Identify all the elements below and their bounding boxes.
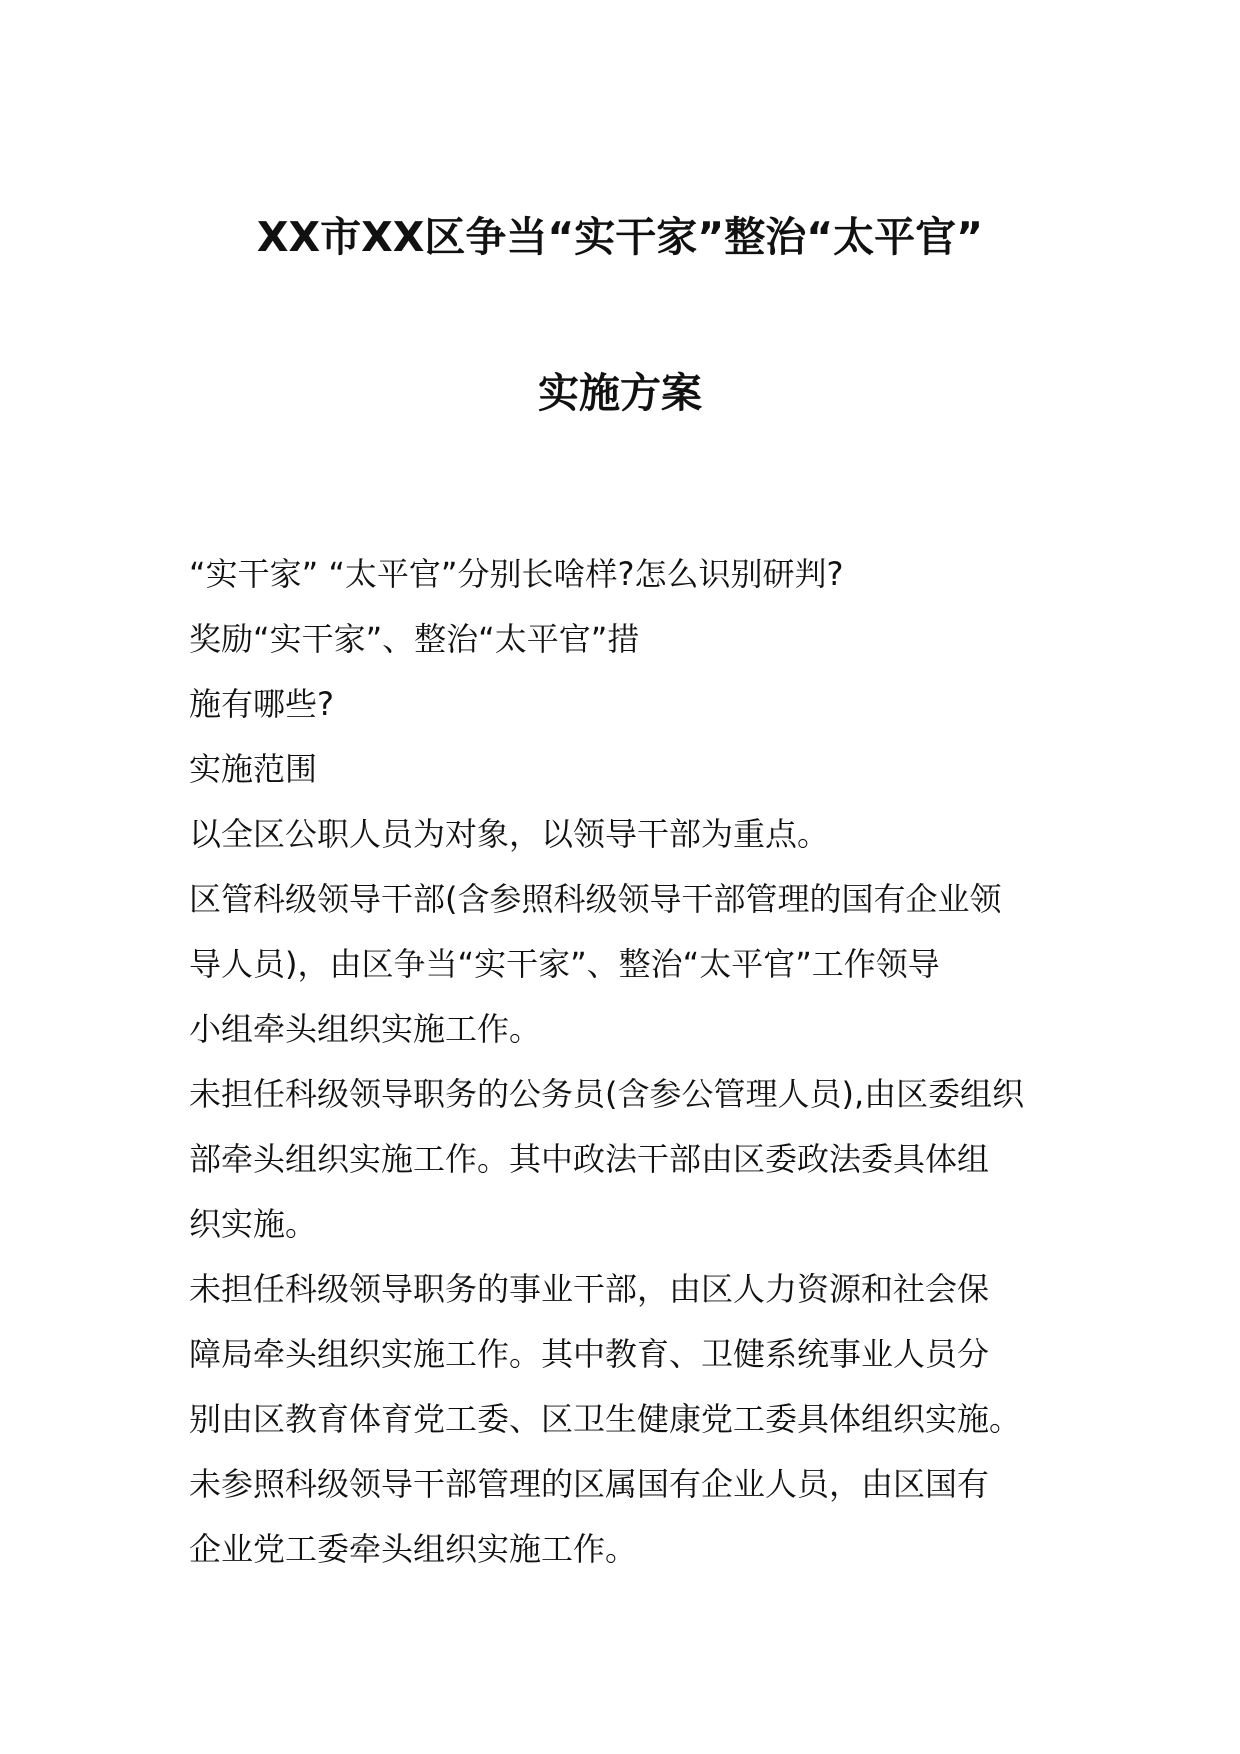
document-title-line-1: XX市XX区争当“实干家”整治“太平官” [256, 213, 984, 261]
body-line: 未参照科级领导干部管理的区属国有企业人员，由区国有 [189, 1465, 990, 1503]
body-line: 导人员)，由区争当“实干家”、整治“太平官”工作领导 [189, 945, 940, 983]
body-line: 未担任科级领导职务的事业干部，由区人力资源和社会保 [189, 1270, 990, 1308]
body-line: 施有哪些? [189, 685, 334, 723]
body-line: 别由区教育体育党工委、区卫生健康党工委具体组织实施。 [189, 1400, 1022, 1438]
body-line: 企业党工委牵头组织实施工作。 [189, 1530, 638, 1568]
document-title-line-2: 实施方案 [538, 369, 702, 417]
body-line: 部牵头组织实施工作。其中政法干部由区委政法委具体组 [189, 1140, 990, 1178]
body-line: 小组牵头组织实施工作。 [189, 1010, 542, 1048]
body-line: 以全区公职人员为对象，以领导干部为重点。 [189, 815, 830, 853]
body-line: 织实施。 [189, 1205, 318, 1243]
section-heading: 实施范围 [189, 750, 318, 788]
body-line: 奖励“实干家”、整治“太平官”措 [189, 620, 640, 658]
body-line: 障局牵头组织实施工作。其中教育、卫健系统事业人员分 [189, 1335, 990, 1373]
body-line: 区管科级领导干部(含参照科级领导干部管理的国有企业领 [189, 880, 1002, 918]
body-line: 未担任科级领导职务的公务员(含参公管理人员),由区委组织 [189, 1075, 1025, 1113]
document-body [189, 548, 1061, 1588]
body-line: “实干家” “太平官”分别长啥样?怎么识别研判? [189, 555, 844, 593]
